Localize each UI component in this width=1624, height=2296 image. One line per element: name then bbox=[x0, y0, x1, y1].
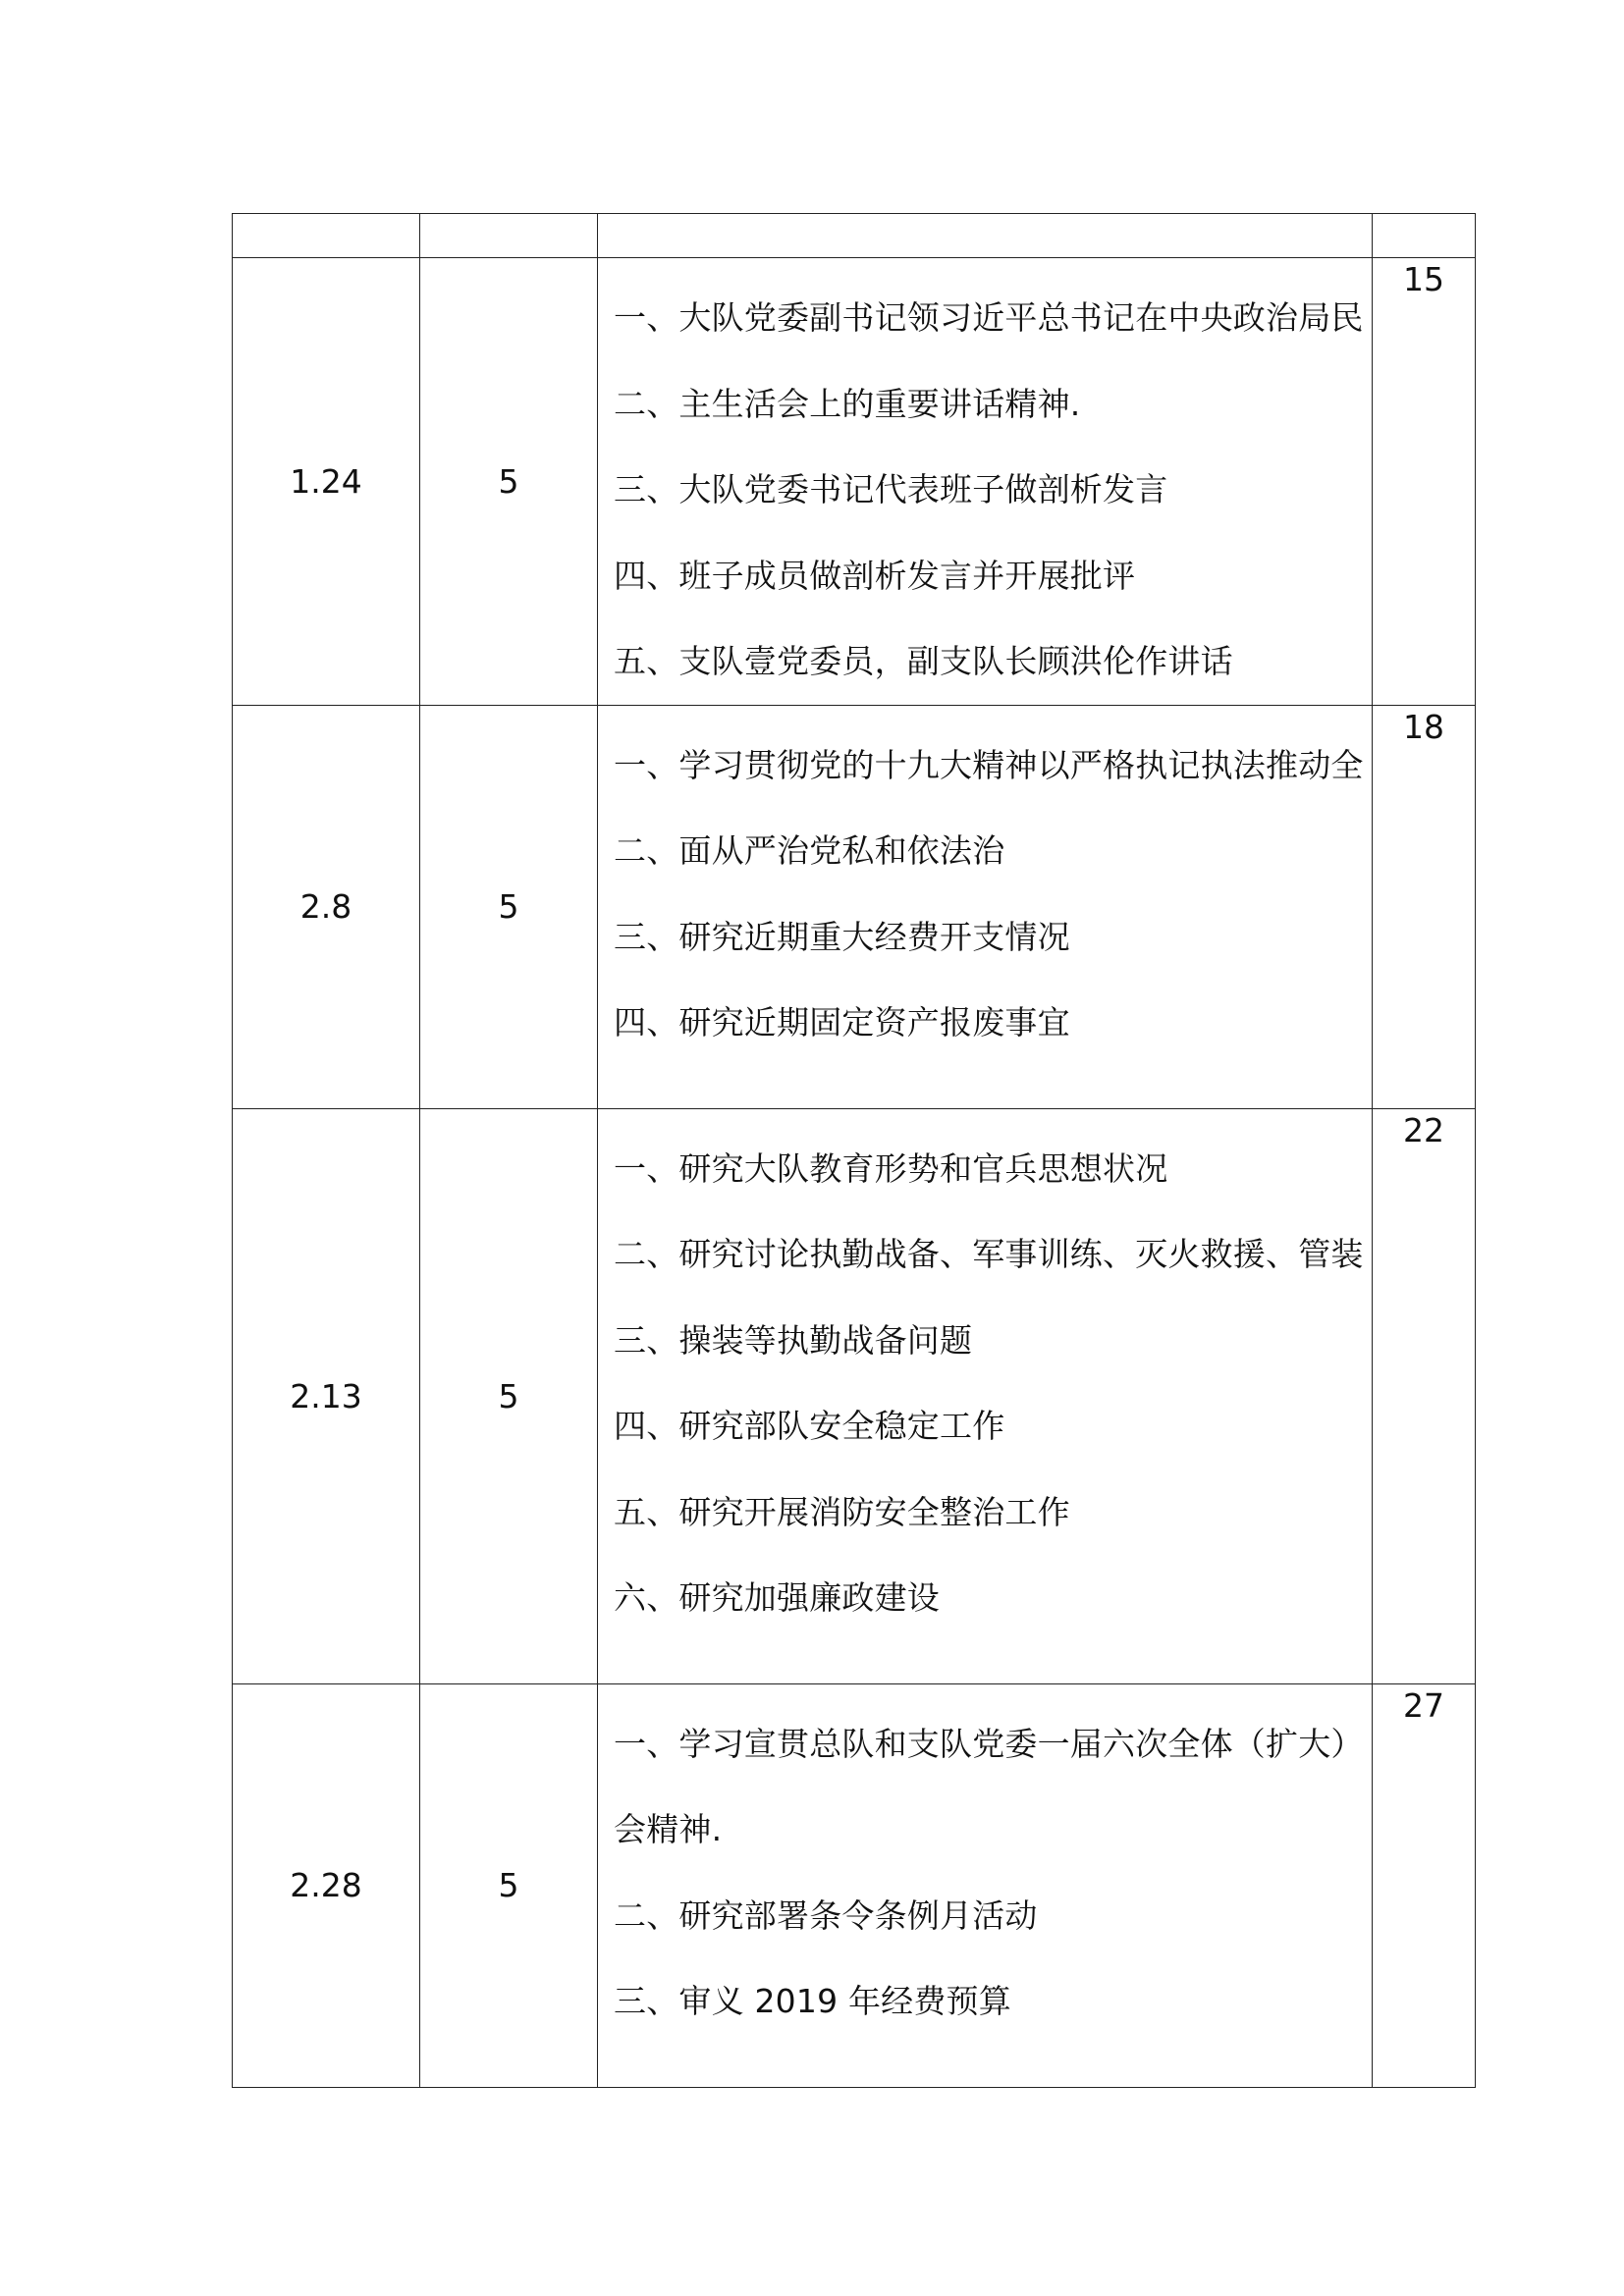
date-cell: 2.13 bbox=[233, 1108, 420, 1683]
attendee-count-cell: 5 bbox=[420, 705, 598, 1108]
agenda-item: 二、研究讨论执勤战备、军事训练、灭火救援、管装 bbox=[614, 1235, 1364, 1273]
header-cell-date bbox=[233, 214, 420, 258]
agenda-item: 三、审义 2019 年经费预算 bbox=[614, 1982, 1011, 2020]
header-cell-content bbox=[598, 214, 1373, 258]
agenda-item: 一、大队党委副书记领习近平总书记在中央政治局民 bbox=[614, 298, 1364, 337]
agenda-item: 一、学习贯彻党的十九大精神以严格执记执法推动全 bbox=[614, 745, 1364, 784]
agenda-item: 五、研究开展消防安全整治工作 bbox=[614, 1492, 1070, 1531]
table-row bbox=[233, 705, 1476, 1108]
agenda-item: 四、研究部队安全稳定工作 bbox=[614, 1407, 1005, 1445]
page-number-cell: 18 bbox=[1373, 705, 1476, 1108]
agenda-item: 三、大队党委书记代表班子做剖析发言 bbox=[614, 470, 1168, 508]
table-row bbox=[233, 258, 1476, 706]
agenda-item: 六、研究加强廉政建设 bbox=[614, 1578, 940, 1617]
attendee-count-cell: 5 bbox=[420, 1108, 598, 1683]
table-row bbox=[233, 1683, 1476, 2087]
agenda-cell bbox=[598, 705, 1373, 1108]
agenda-cell bbox=[598, 1683, 1373, 2087]
agenda-cell bbox=[598, 258, 1373, 706]
attendee-count-cell: 5 bbox=[420, 1683, 598, 2087]
agenda-item: 四、班子成员做剖析发言并开展批评 bbox=[614, 556, 1136, 595]
agenda-item: 五、支队壹党委员，副支队长顾洪伦作讲话 bbox=[614, 642, 1233, 680]
agenda-item: 二、面从严治党私和依法治 bbox=[614, 831, 1005, 870]
meeting-record-table bbox=[232, 213, 1476, 2088]
agenda-item: 三、操装等执勤战备问题 bbox=[614, 1320, 973, 1360]
agenda-item: 四、研究近期固定资产报废事宜 bbox=[614, 1003, 1070, 1041]
agenda-item: 会精神. bbox=[614, 1810, 723, 1848]
agenda-cell bbox=[598, 1108, 1373, 1683]
page-number-cell: 15 bbox=[1373, 258, 1476, 706]
date-cell: 1.24 bbox=[233, 258, 420, 706]
agenda-item: 一、研究大队教育形势和官兵思想状况 bbox=[614, 1148, 1168, 1188]
agenda-item: 二、主生活会上的重要讲话精神. bbox=[614, 384, 1081, 423]
agenda-item: 三、研究近期重大经费开支情况 bbox=[614, 917, 1070, 956]
header-cell-count bbox=[420, 214, 598, 258]
page-number-cell: 22 bbox=[1373, 1108, 1476, 1683]
agenda-item: 二、研究部署条令条例月活动 bbox=[614, 1896, 1038, 1935]
table-row bbox=[233, 1108, 1476, 1683]
date-cell: 2.28 bbox=[233, 1683, 420, 2087]
page-number-cell: 27 bbox=[1373, 1683, 1476, 2087]
agenda-item: 一、学习宣贯总队和支队党委一届六次全体（扩大） bbox=[614, 1724, 1364, 1763]
table-header-row bbox=[233, 214, 1476, 258]
attendee-count-cell: 5 bbox=[420, 258, 598, 706]
date-cell: 2.8 bbox=[233, 705, 420, 1108]
header-cell-page bbox=[1373, 214, 1476, 258]
